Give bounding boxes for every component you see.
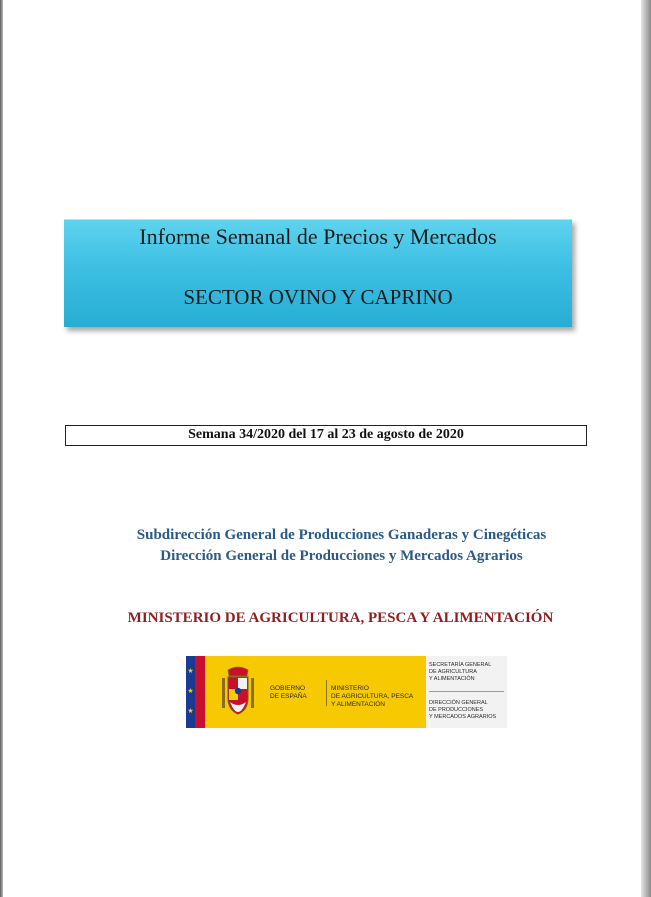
gobierno-label: GOBIERNO DE ESPAÑA	[270, 685, 307, 700]
direccion-label: Dirección General de Producciones y Mercados Agrarios	[160, 548, 523, 564]
subdireccion-label: Subdirección General de Producciones Ganaderas y Cinegéticas	[136, 527, 547, 543]
government-logo	[186, 656, 507, 728]
logo-divider	[326, 680, 327, 706]
page-right-edge	[641, 0, 651, 897]
report-title: Informe Semanal de Precios y Mercados	[139, 224, 497, 249]
ministerio-label: MINISTERIO DE AGRICULTURA, PESCA Y ALIMENTACIÓN	[331, 685, 414, 708]
eu-flag-icon	[186, 656, 195, 728]
direccion-general-label: DIRECCIÓN GENERAL DE PRODUCCIONES Y MERCADOS AGRARIOS	[429, 700, 497, 720]
logo-panel-divider	[429, 691, 504, 692]
coat-of-arms-icon	[218, 664, 258, 720]
page-left-edge	[0, 0, 3, 897]
star-icon: ★	[187, 667, 194, 675]
week-label: Semana 34/2020 del 17 al 23 de agosto de 2020	[188, 427, 464, 442]
star-icon: ★	[187, 687, 194, 695]
ministry-label: MINISTERIO DE AGRICULTURA, PESCA Y ALIMENTACIÓN	[127, 610, 554, 626]
star-icon: ★	[187, 707, 194, 715]
spain-flag-stripe	[195, 656, 205, 728]
secretaria-label: SECRETARÍA GENERAL DE AGRICULTURA Y ALIMENTACIÓN	[429, 662, 492, 682]
sector-title: SECTOR OVINO Y CAPRINO	[183, 285, 453, 309]
